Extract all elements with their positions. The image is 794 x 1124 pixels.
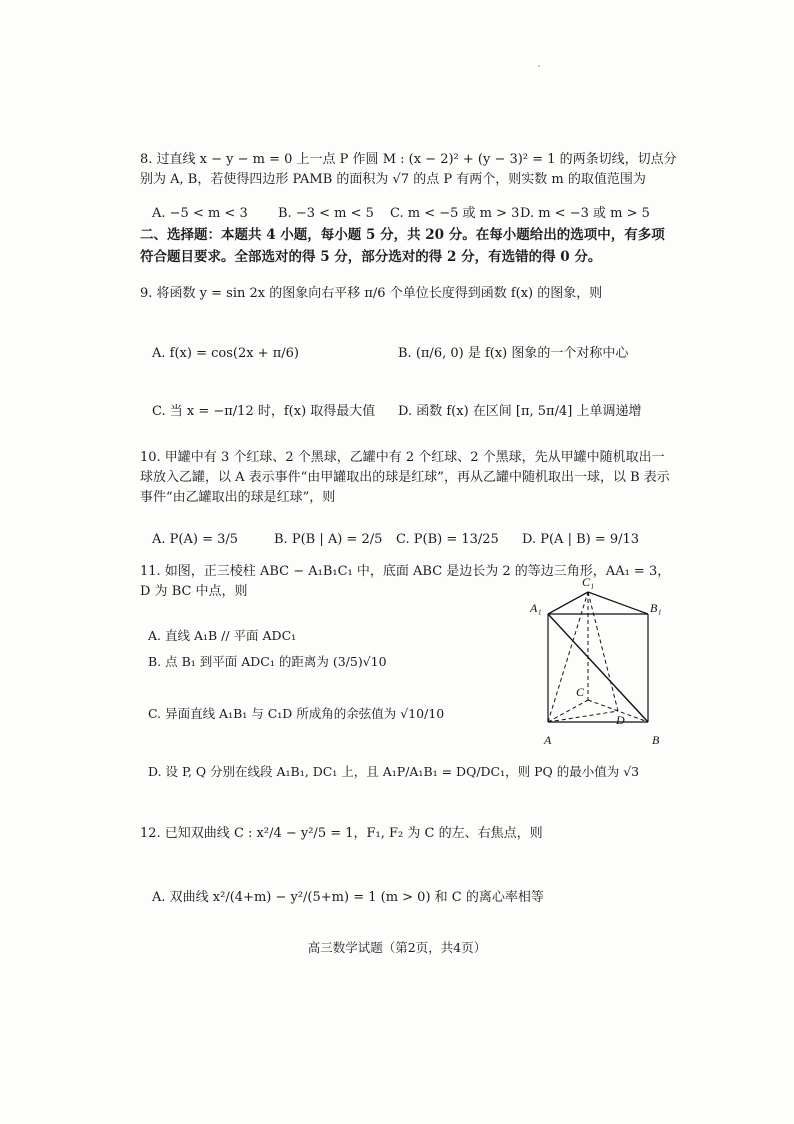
label-d: D <box>616 713 625 727</box>
label-c1: C₁ <box>582 575 595 589</box>
q11-option-c: C. 异面直线 A₁B₁ 与 C₁D 所成角的余弦值为 √10/10 <box>148 706 445 721</box>
prism-figure <box>528 572 678 754</box>
q11-option-d: D. 设 P, Q 分别在线段 A₁B₁, DC₁ 上，且 A₁P/A₁B₁ = DQ/DC₁，则 PQ 的最小值为 √3 <box>148 764 640 779</box>
q9-option-c: C. 当 x = −π/12 时，f(x) 取得最大值 <box>152 404 376 419</box>
q11-stem: 11. 如图，正三棱柱 ABC − A₁B₁C₁ 中，底面 ABC 是边长为 2 的等边三角形，AA₁ = 3，D 为 BC 中点，则 <box>140 564 671 599</box>
q12-option-a: A. 双曲线 x²/(4+m) − y²/(5+m) = 1 (m > 0) 和 C 的离心率相等 <box>152 890 544 905</box>
q10-option-c: C. P(B) = 13/25 <box>396 532 499 547</box>
q9-option-b: B. (π/6, 0) 是 f(x) 图象的一个对称中心 <box>398 346 629 361</box>
q8-option-b: B. −3 < m < 5 <box>278 206 374 221</box>
q10-option-b: B. P(B | A) = 2/5 <box>274 532 383 547</box>
q8-stem: 8. 过直线 x − y − m = 0 上一点 P 作圆 M : (x − 2)² + (y − 3)² = 1 的两条切线，切点分别为 A, B，若使得四边形 PAMB 的面积为 √7 的点 P 有两个，则实数 m 的取值范围为 <box>140 152 677 187</box>
q11-option-a: A. 直线 A₁B // 平面 ADC₁ <box>148 628 297 643</box>
label-a1: A₁ <box>530 601 542 615</box>
q10-option-a: A. P(A) = 3/5 <box>152 532 239 547</box>
q8-option-a: A. −5 < m < 3 <box>152 206 248 221</box>
q8-option-d: D. m < −3 或 m > 5 <box>520 206 650 221</box>
q8-option-c: C. m < −5 或 m > 3 <box>390 206 520 221</box>
label-b1: B₁ <box>650 601 662 615</box>
q10-stem: 10. 甲罐中有 3 个红球、2 个黑球，乙罐中有 2 个红球、2 个黑球，先从甲罐中随机取出一球放入乙罐，以 A 表示事件“由甲罐取出的球是红球”，再从乙罐中随机取出一球，以 B 表示事件“由乙罐取出的球是红球”，则 <box>140 450 670 505</box>
page-footer: 高三数学试题（第2页，共4页） <box>307 940 487 955</box>
q11-option-b: B. 点 B₁ 到平面 ADC₁ 的距离为 (3/5)√10 <box>148 654 387 669</box>
label-c: C <box>576 685 585 699</box>
scan-speck <box>538 65 540 67</box>
label-a: A <box>544 733 552 747</box>
q9-option-d: D. 函数 f(x) 在区间 [π, 5π/4] 上单调递增 <box>398 404 642 419</box>
q12-stem: 12. 已知双曲线 C : x²/4 − y²/5 = 1，F₁, F₂ 为 C 的左、右焦点，则 <box>140 826 543 841</box>
section-2-header: 二、选择题：本题共 4 小题，每小题 5 分，共 20 分。在每小题给出的选项中，有多项符合题目要求。全部选对的得 5 分，部分选对的得 2 分，有选错的得 0 分。 <box>140 227 665 265</box>
q10-option-d: D. P(A | B) = 9/13 <box>522 532 640 547</box>
label-b: B <box>652 733 660 747</box>
q9-option-a: A. f(x) = cos(2x + π/6) <box>152 346 299 361</box>
q9-stem: 9. 将函数 y = sin 2x 的图象向右平移 π/6 个单位长度得到函数 f(x) 的图象，则 <box>140 286 603 301</box>
